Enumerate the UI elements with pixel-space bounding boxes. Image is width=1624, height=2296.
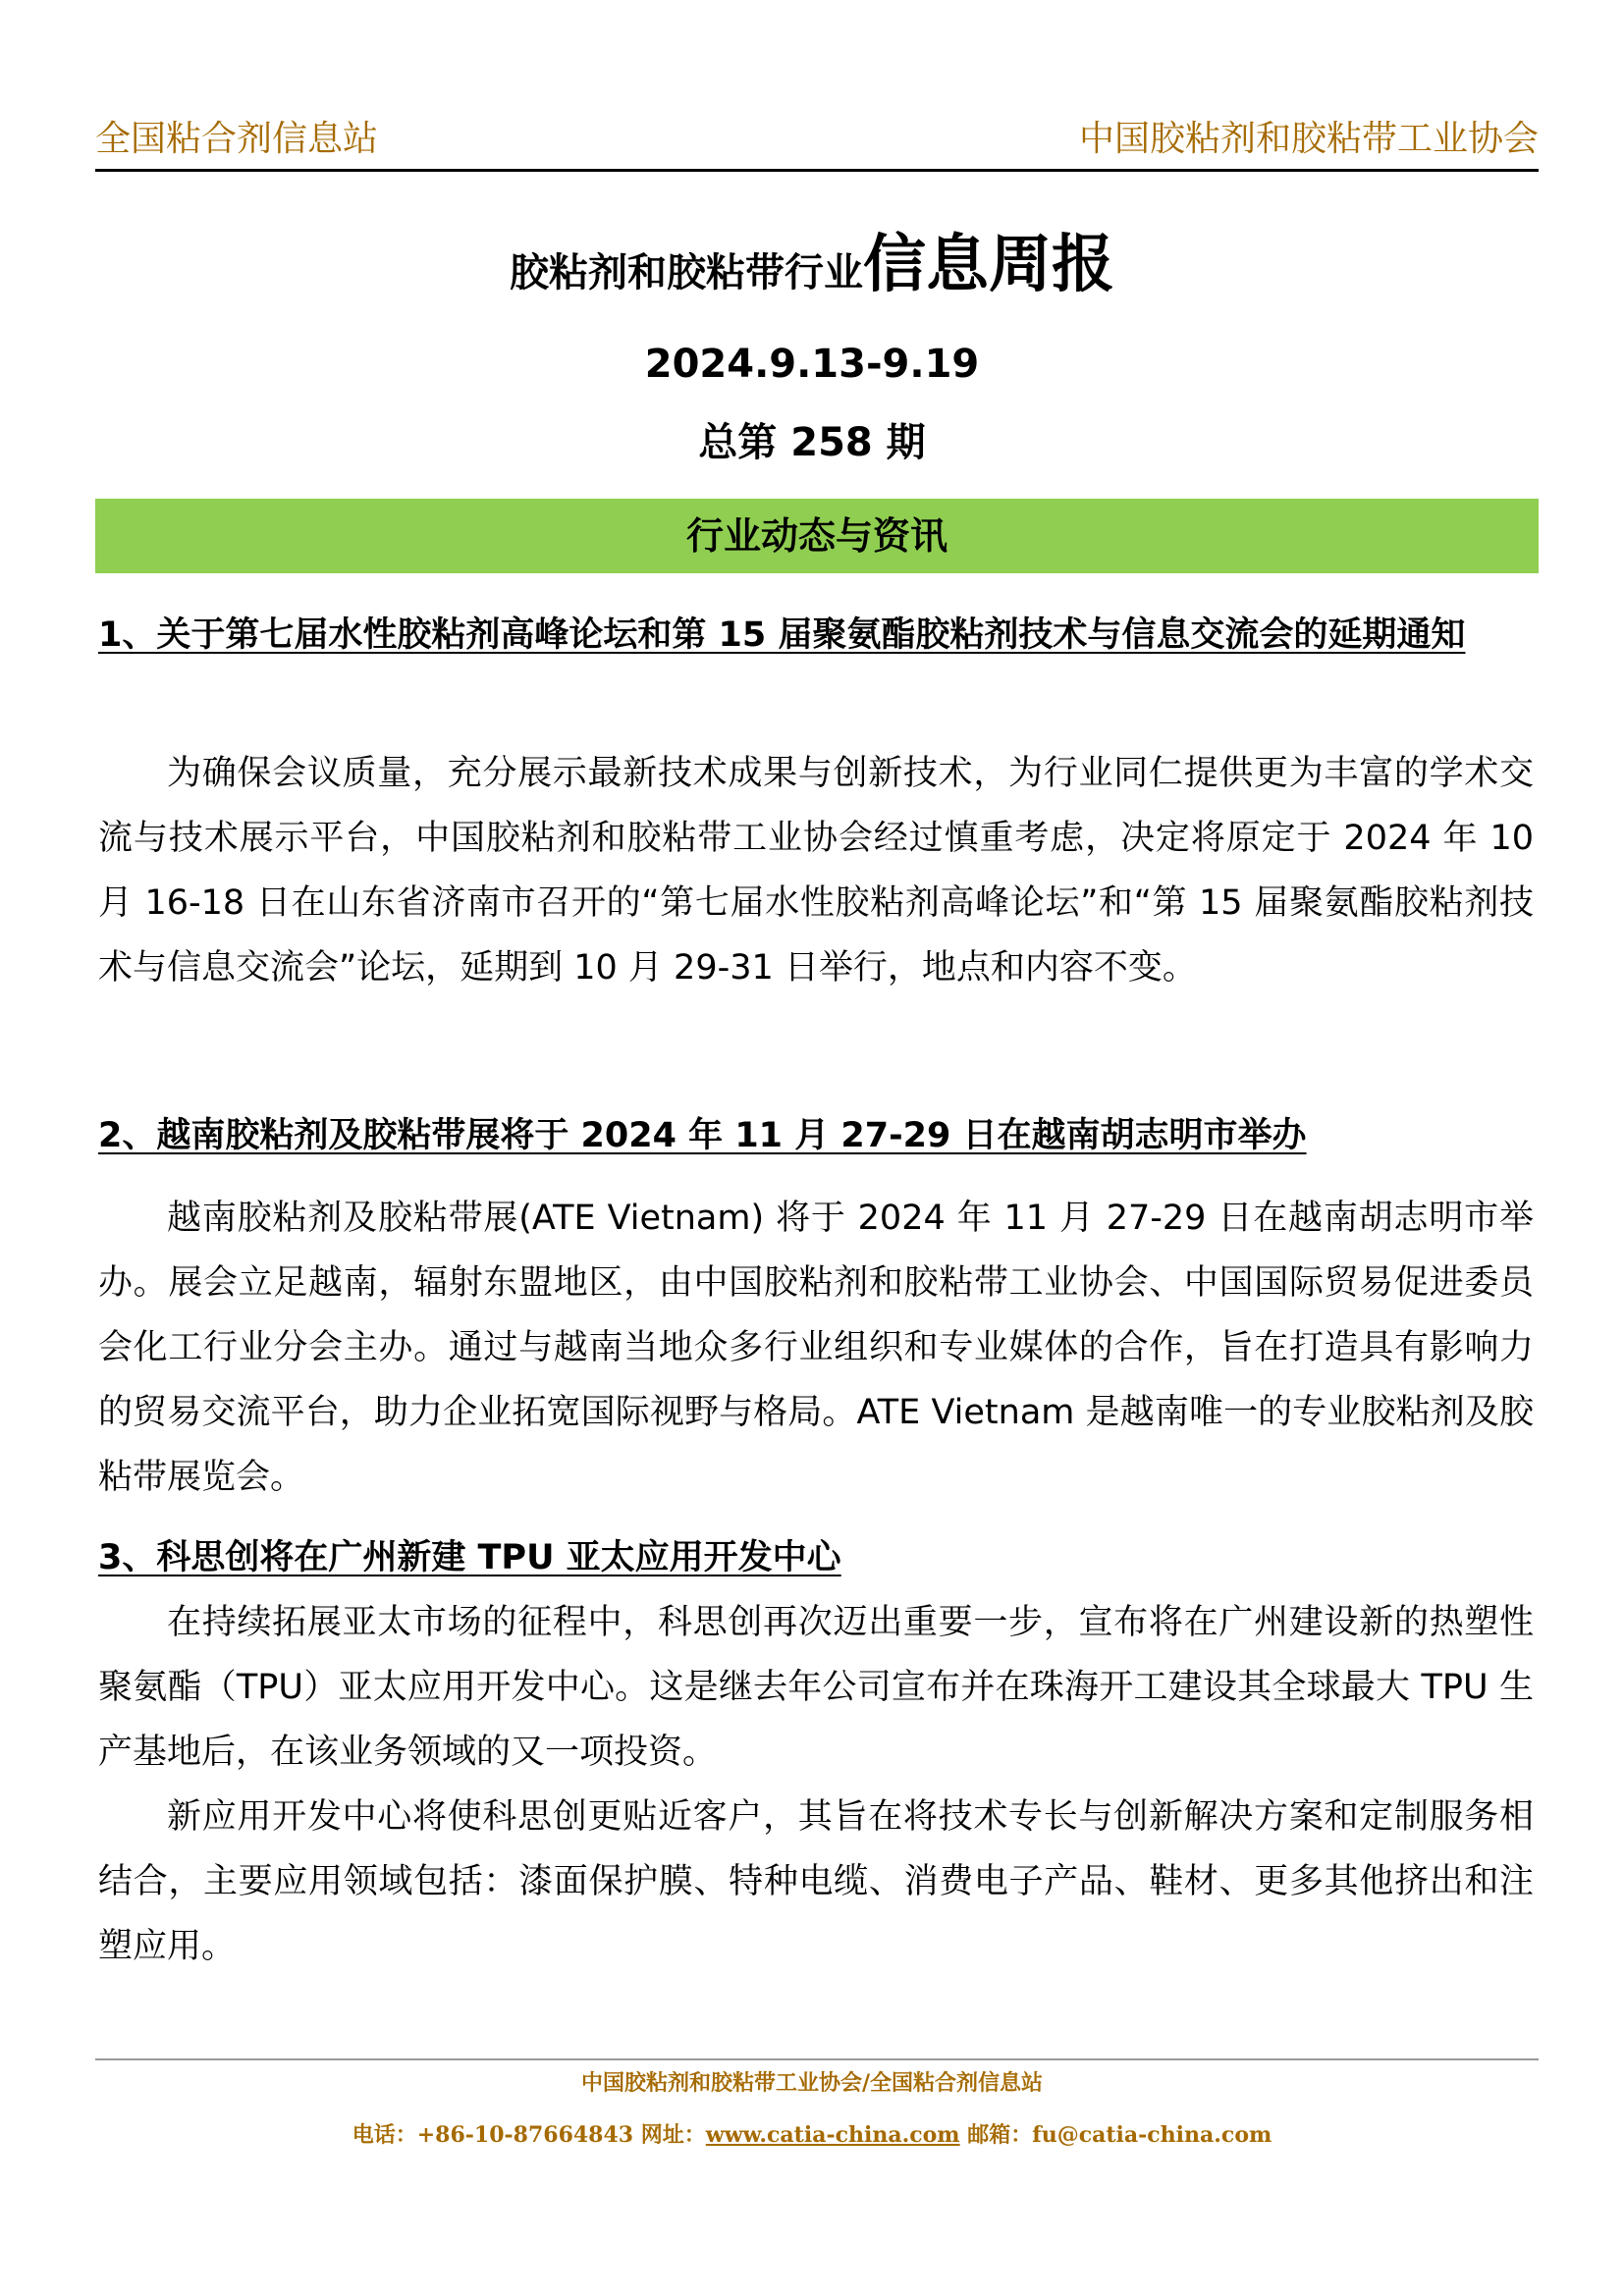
title-main: 信息周报 [863,229,1114,301]
footer-website-link[interactable]: www.catia-china.com [705,2122,960,2148]
page-header [95,116,1539,172]
article-paragraph-3a: 在持续拓展亚太市场的征程中，科思创再次迈出重要一步，宣布将在广州建设新的热塑性聚氨酯（TPU）亚太应用开发中心。这是继去年公司宣布并在珠海开工建设其全球最大 TPU 生产基地后，在该业务领域的又一项投资。 [98,1603,1534,1772]
footer-phone: 电话：+86-10-87664843 网址： [352,2122,706,2148]
article-heading-1: 1、关于第七届水性胶粘剂高峰论坛和第 15 届聚氨酯胶粘剂技术与信息交流会的延期通知 [98,615,1466,655]
section-title: 行业动态与资讯 [95,499,1539,573]
footer-divider [95,2058,1539,2060]
issue-number: 总第 258 期 [698,420,926,465]
article-paragraph-3b: 新应用开发中心将使科思创更贴近客户，其旨在将技术专长与创新解决方案和定制服务相结合，主要应用领域包括：漆面保护膜、特种电缆、消费电子产品、鞋材、更多其他挤出和注塑应用。 [98,1797,1534,1966]
date-range: 2024.9.13-9.19 [644,342,980,387]
page-title [0,214,1624,304]
title-prefix: 胶粘剂和胶粘带行业 [510,250,863,295]
header-association-name: 中国胶粘剂和胶粘带工业协会 [1078,119,1539,159]
footer-contact [0,2120,1624,2150]
header-site-name: 全国粘合剂信息站 [95,119,379,159]
article-paragraph-1: 为确保会议质量，充分展示最新技术成果与创新技术，为行业同仁提供更为丰富的学术交流与技术展示平台，中国胶粘剂和胶粘带工业协会经过慎重考虑，决定将原定于 2024 年 10 月 16-18 日在山东省济南市召开的“第七届水性胶粘剂高峰论坛”和“第 15 届聚氨酯胶粘剂技术与信息交流会”论坛，延期到 10 月 29-31 日举行，地点和内容不变。 [98,754,1534,988]
footer-email: 邮箱：fu@catia-china.com [959,2122,1272,2148]
article-heading-2: 2、越南胶粘剂及胶粘带展将于 2024 年 11 月 27-29 日在越南胡志明市举办 [98,1116,1307,1155]
footer-org: 中国胶粘剂和胶粘带工业协会/全国粘合剂信息站 [580,2070,1044,2096]
article-paragraph-2: 越南胶粘剂及胶粘带展(ATE Vietnam) 将于 2024 年 11 月 27-29 日在越南胡志明市举办。展会立足越南，辐射东盟地区，由中国胶粘剂和胶粘带工业协会、中国国际贸易促进委员会化工行业分会主办。通过与越南当地众多行业组织和专业媒体的合作，旨在打造具有影响力的贸易交流平台，助力企业拓宽国际视野与格局。ATE Vietnam 是越南唯一的专业胶粘剂及胶粘带展览会。 [98,1199,1534,1497]
article-heading-3: 3、科思创将在广州新建 TPU 亚太应用开发中心 [98,1538,841,1577]
